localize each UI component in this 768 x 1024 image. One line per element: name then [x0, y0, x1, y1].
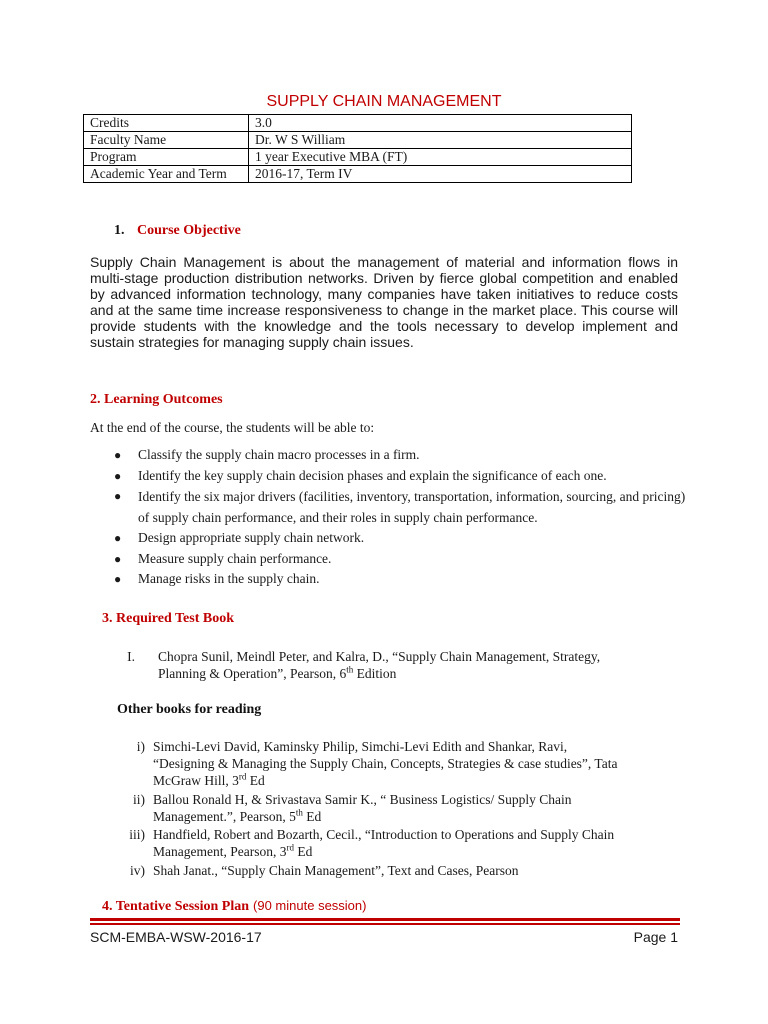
book-line: Simchi-Levi David, Kaminsky Philip, Simchi-Levi Edith and Shankar, Ravi,	[153, 739, 568, 754]
section-heading-learning-outcomes: 2. Learning Outcomes	[90, 392, 223, 407]
list-item	[110, 486, 690, 528]
book-line: McGraw Hill, 3rd Ed	[153, 771, 265, 788]
section-heading-required-text-book: 3. Required Test Book	[102, 611, 234, 626]
section-heading-course-objective: Course Objective	[137, 223, 241, 238]
book-numeral: iv)	[130, 863, 145, 878]
list-item	[110, 445, 690, 466]
list-item	[110, 549, 690, 570]
book-line: Handfield, Robert and Bozarth, Cecil., “Introduction to Operations and Supply Chain	[153, 827, 615, 842]
list-item	[110, 528, 690, 549]
bullet-icon: ●	[114, 531, 122, 545]
bullet-icon: ●	[114, 468, 122, 483]
book-line: Management.”, Pearson, 5th Ed	[153, 807, 322, 824]
section-heading-session-plan: 4. Tentative Session Plan (90 minute session)	[102, 898, 367, 914]
course-info-table	[83, 114, 632, 183]
session-plan-note: (90 minute session)	[253, 898, 367, 913]
table-key: Academic Year and Term	[84, 166, 249, 183]
table-key: Program	[84, 149, 249, 166]
table-value: 3.0	[249, 115, 632, 132]
bullet-icon: ●	[114, 572, 122, 586]
bullet-icon: ●	[114, 551, 122, 566]
list-item-text: Identify the six major drivers (facilities, inventory, transportation, information, sourcing, and pricing) of supply chain performance, and their roles in supply chain performance.	[138, 489, 686, 525]
list-item-text: Measure supply chain performance.	[138, 550, 332, 566]
book-numeral: ii)	[133, 792, 145, 807]
bullet-icon: ●	[114, 448, 122, 462]
book-line: Shah Janat., “Supply Chain Management”, Text and Cases, Pearson	[153, 863, 519, 878]
book-numeral: iii)	[129, 827, 145, 842]
table-row	[84, 166, 632, 183]
table-value: 2016-17, Term IV	[249, 166, 632, 183]
table-row	[84, 132, 632, 149]
other-books-heading: Other books for reading	[117, 702, 262, 717]
list-item	[110, 569, 690, 590]
book-numeral: I.	[127, 649, 135, 664]
list-item-text: Design appropriate supply chain network.	[138, 530, 365, 545]
footer-divider	[90, 918, 680, 921]
table-key: Credits	[84, 115, 249, 132]
footer-page-number: Page 1	[633, 929, 678, 945]
course-objective-paragraph: Supply Chain Management is about the management of material and information flows in multi-stage production distribution networks. Driven by fierce global competition and enabled by advanced information technology, many companies have taken initiatives to reduce costs and at the same time increase responsiveness to change in the market place. This course will provide students with the knowledge and the tools necessary to develop implement and sustain strategies for managing supply chain issues.	[90, 254, 678, 350]
list-item	[110, 466, 690, 487]
table-value: 1 year Executive MBA (FT)	[249, 149, 632, 166]
list-item-text: Identify the key supply chain decision phases and explain the significance of each one.	[138, 467, 607, 483]
book-line: Ballou Ronald H, & Srivastava Samir K., “ Business Logistics/ Supply Chain	[153, 792, 572, 807]
section-number: 1.	[114, 223, 125, 238]
table-value: Dr. W S William	[249, 132, 632, 149]
book-line: Planning & Operation”, Pearson, 6th Edition	[158, 664, 397, 681]
book-line: “Designing & Managing the Supply Chain, Concepts, Strategies & case studies”, Tata	[153, 756, 618, 771]
list-item-text: Classify the supply chain macro processes in a firm.	[138, 447, 420, 462]
list-item-text: Manage risks in the supply chain.	[138, 571, 320, 586]
book-numeral: i)	[136, 739, 145, 754]
table-row	[84, 115, 632, 132]
book-line: Management, Pearson, 3rd Ed	[153, 842, 313, 859]
footer-divider	[90, 923, 680, 925]
book-line: Chopra Sunil, Meindl Peter, and Kalra, D., “Supply Chain Management, Strategy,	[158, 649, 601, 664]
document-title: SUPPLY CHAIN MANAGEMENT	[266, 93, 502, 110]
learning-outcomes-intro: At the end of the course, the students will be able to:	[90, 420, 375, 435]
footer-document-code: SCM-EMBA-WSW-2016-17	[90, 929, 262, 945]
table-key: Faculty Name	[84, 132, 249, 149]
table-row	[84, 149, 632, 166]
bullet-icon: ●	[114, 489, 122, 503]
learning-outcomes-list	[110, 445, 690, 590]
